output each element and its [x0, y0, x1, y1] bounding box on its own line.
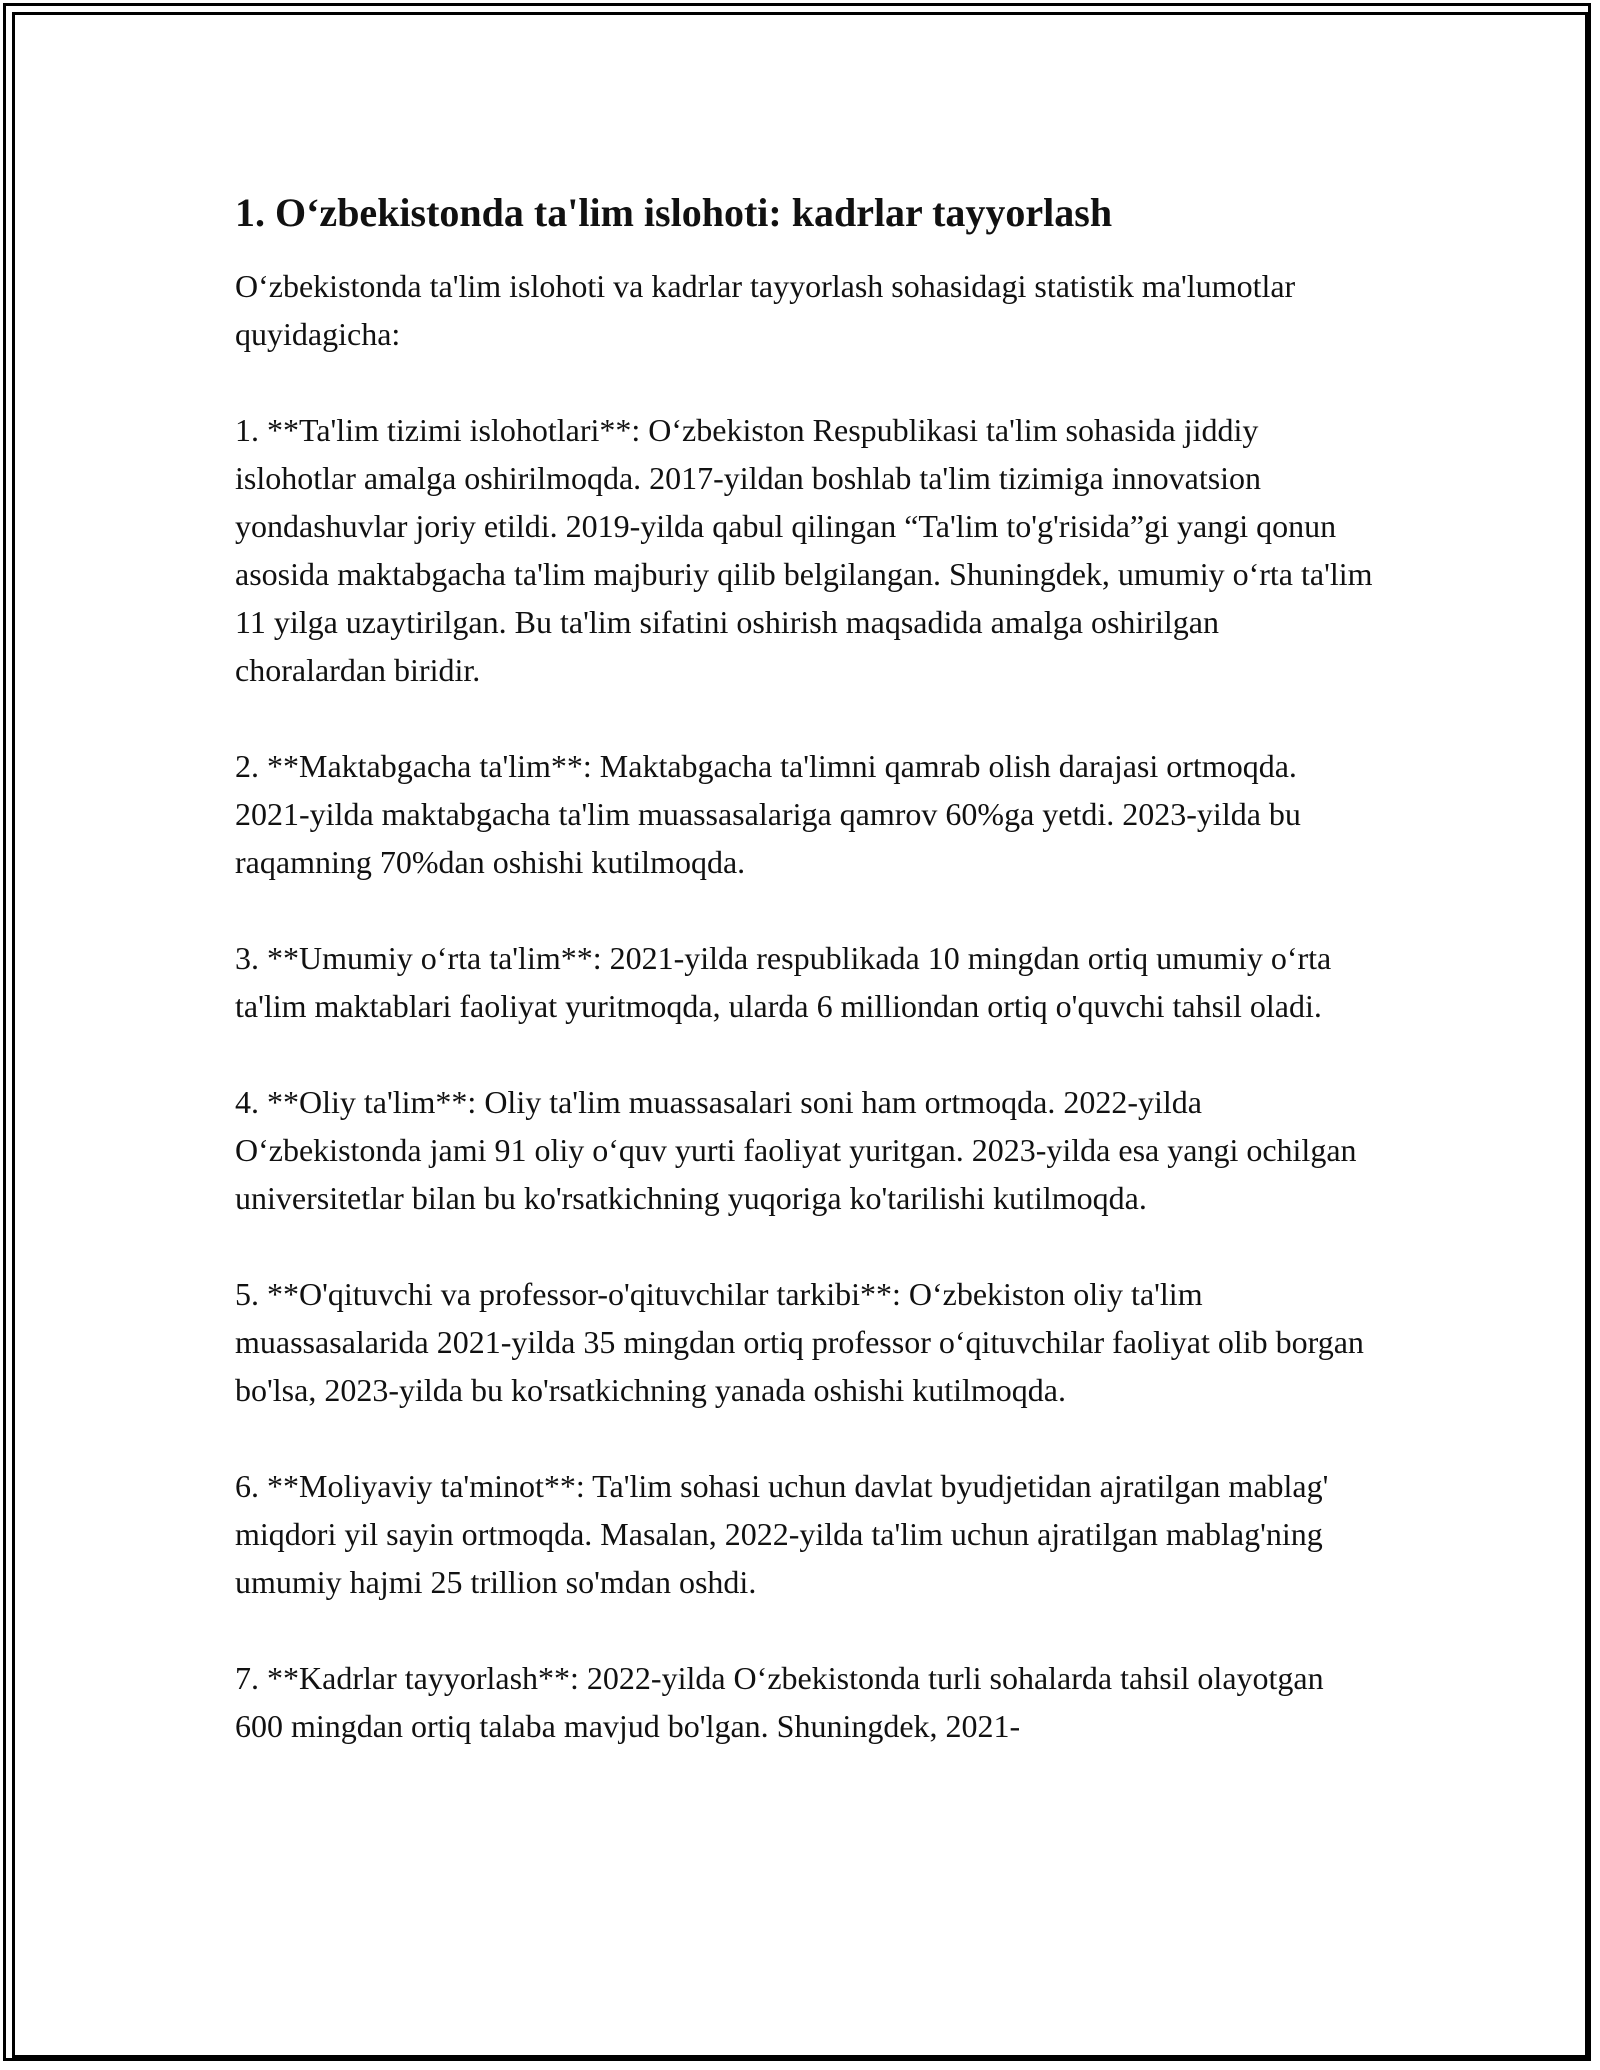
list-item-financing: 6. **Moliyaviy ta'minot**: Ta'lim sohasi uchun davlat byudjetidan ajratilgan mablag' miqdori yil sayin ortmoqda. Masalan, 2022-yilda ta'lim uchun ajratilgan mablag'ning umumiy hajmi 25 trillion so'mdan oshdi. — [235, 1468, 1329, 1600]
list-item-reforms: 1. **Ta'lim tizimi islohotlari**: O‘zbekiston Respublikasi ta'lim sohasida jiddiy islohotlar amalga oshirilmoqda. 2017-yildan boshlab ta'lim tizimiga innovatsion yondashuvlar joriy etildi. 2019-yilda qabul qilingan “Ta'lim to'g'risida”gi yangi qonun asosida maktabgacha ta'lim majburiy qilib belgilangan. Shuningdek, umumiy o‘rta ta'lim 11 yilga uzaytirilgan. Bu ta'lim sifatini oshirish maqsadida amalga oshirilgan choralardan biridir. — [235, 412, 1373, 688]
list-item-preschool: 2. **Maktabgacha ta'lim**: Maktabgacha ta'limni qamrab olish darajasi ortmoqda. 2021-yilda maktabgacha ta'lim muassasalariga qamrov 60%ga yetdi. 2023-yilda bu raqamning 70%dan oshishi kutilmoqda. — [235, 748, 1301, 880]
intro-paragraph: O‘zbekistonda ta'lim islohoti va kadrlar tayyorlash sohasidagi statistik ma'lumotlar quyidagicha: — [235, 268, 1296, 352]
list-item-training: 7. **Kadrlar tayyorlash**: 2022-yilda O‘zbekistonda turli sohalarda tahsil olayotgan 600 mingdan ortiq talaba mavjud bo'lgan. Shuningdek, 2021- — [235, 1660, 1324, 1744]
document-body — [235, 184, 1375, 1750]
list-item-teaching-staff: 5. **O'qituvchi va professor-o'qituvchilar tarkibi**: O‘zbekiston oliy ta'lim muassasalarida 2021-yilda 35 mingdan ortiq professor o‘qituvchilar faoliyat olib borgan bo'lsa, 2023-yilda bu ko'rsatkichning yanada oshishi kutilmoqda. — [235, 1276, 1364, 1408]
section-heading: 1. O‘zbekistonda ta'lim islohoti: kadrlar tayyorlash — [235, 190, 1113, 235]
list-item-secondary: 3. **Umumiy o‘rta ta'lim**: 2021-yilda respublikada 10 mingdan ortiq umumiy o‘rta ta'lim maktablari faoliyat yuritmoqda, ularda 6 milliondan ortiq o'quvchi tahsil oladi. — [235, 940, 1332, 1024]
list-item-higher-education: 4. **Oliy ta'lim**: Oliy ta'lim muassasalari soni ham ortmoqda. 2022-yilda O‘zbekistonda jami 91 oliy o‘quv yurti faoliyat yuritgan. 2023-yilda esa yangi ochilgan universitetlar bilan bu ko'rsatkichning yuqoriga ko'tarilishi kutilmoqda. — [235, 1084, 1357, 1216]
